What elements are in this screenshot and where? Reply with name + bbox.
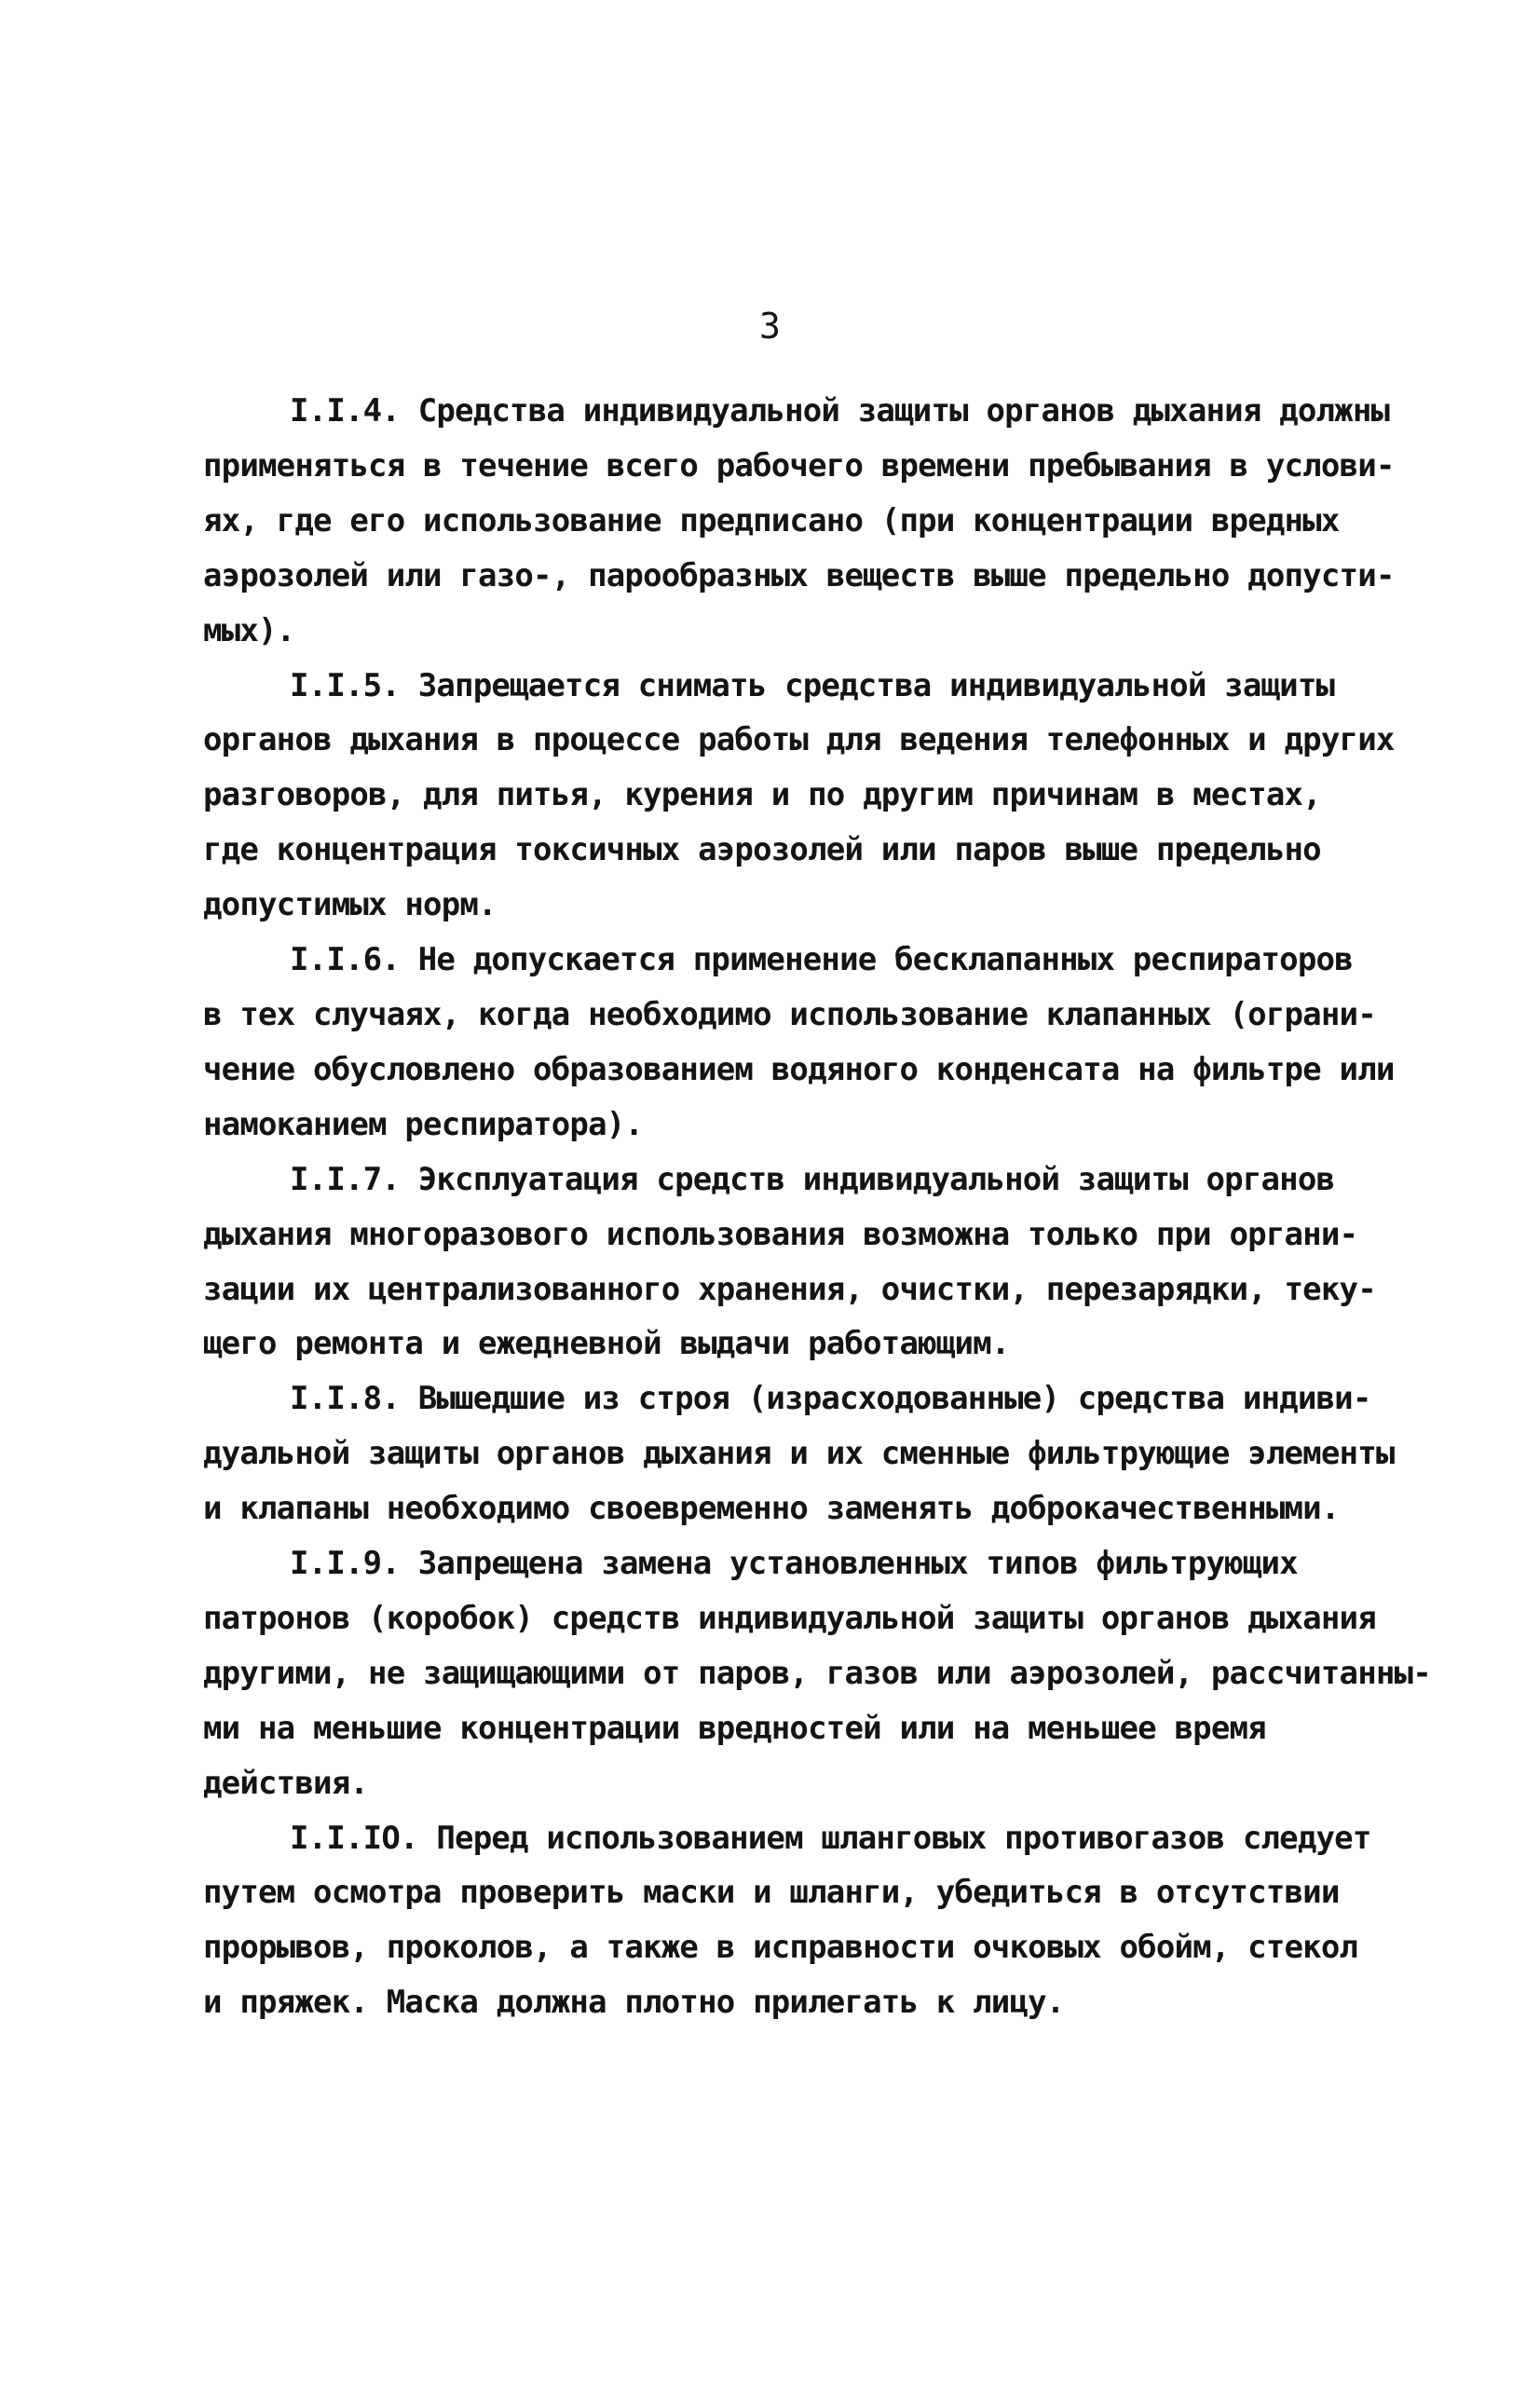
text-line: допустимых норм. xyxy=(203,886,497,924)
text-line: мых). xyxy=(203,611,295,649)
text-line: в тех случаях, когда необходимо использование клапанных (ограни- xyxy=(203,995,1376,1033)
text-line: где концентрация токсичных аэрозолей или паров выше предельно xyxy=(203,831,1321,869)
paragraph-1-1-7 xyxy=(203,1153,1376,1372)
text-line: и клапаны необходимо своевременно заменять доброкачественными. xyxy=(203,1490,1340,1528)
text-line: I.I.5. Запрещается снимать средства индивидуальной защиты xyxy=(290,666,1335,704)
text-line: I.I.7. Эксплуатация средств индивидуальной защиты органов xyxy=(290,1160,1335,1198)
text-line: I.I.IO. Перед использованием шланговых противогазов следует xyxy=(290,1819,1371,1857)
text-line: I.I.4. Средства индивидуальной защиты органов дыхания должны xyxy=(290,392,1390,430)
page-number: 3 xyxy=(759,306,781,347)
text-line: действия. xyxy=(203,1764,369,1802)
text-line: разговоров, для питья, курения и по другим причинам в местах, xyxy=(203,776,1321,814)
text-line: чение обусловлено образованием водяного конденсата на фильтре или xyxy=(203,1050,1395,1088)
text-line: патронов (коробок) средств индивидуальной защиты органов дыхания xyxy=(203,1599,1376,1637)
paragraph-1-1-6 xyxy=(203,933,1395,1153)
text-line: I.I.9. Запрещена замена установленных типов фильтрующих xyxy=(290,1545,1298,1583)
text-line: другими, не защищающими от паров, газов или аэрозолей, рассчитанны- xyxy=(203,1654,1431,1692)
text-line: I.I.6. Не допускается применение бесклапанных респираторов xyxy=(290,941,1353,979)
paragraph-1-1-4 xyxy=(203,384,1395,659)
text-line: дыхания многоразового использования возможна только при органи- xyxy=(203,1215,1358,1253)
text-line: зации их централизованного хранения, очистки, перезарядки, теку- xyxy=(203,1270,1376,1308)
text-line: применяться в течение всего рабочего времени пребывания в услови- xyxy=(203,446,1395,484)
text-line: путем осмотра проверить маски и шланги, убедиться в отсутствии xyxy=(203,1874,1340,1912)
text-line: аэрозолей или газо-, парообразных веществ выше предельно допусти- xyxy=(203,556,1395,594)
text-line: и пряжек. Маска должна плотно прилегать к лицу. xyxy=(203,1984,1065,2022)
text-line: намоканием респиратора). xyxy=(203,1105,644,1143)
paragraph-1-1-5 xyxy=(203,659,1395,934)
text-line: I.I.8. Вышедшие из строя (израсходованные) средства индиви- xyxy=(290,1380,1371,1418)
text-line: органов дыхания в процессе работы для ведения телефонных и других xyxy=(203,721,1395,759)
paragraph-1-1-10 xyxy=(203,1811,1371,2031)
text-line: дуальной защиты органов дыхания и их сменные фильтрующие элементы xyxy=(203,1435,1395,1473)
text-line: прорывов, проколов, а также в исправности очковых обойм, стекол xyxy=(203,1929,1358,1967)
document-body xyxy=(203,384,1431,2030)
text-line: ях, где его использование предписано (при концентрации вредных xyxy=(203,501,1340,539)
text-line: щего ремонта и ежедневной выдачи работающим. xyxy=(203,1325,1010,1363)
text-line: ми на меньшие концентрации вредностей или на меньшее время xyxy=(203,1709,1266,1747)
paragraph-1-1-8 xyxy=(203,1371,1395,1536)
paragraph-1-1-9 xyxy=(203,1536,1431,1811)
